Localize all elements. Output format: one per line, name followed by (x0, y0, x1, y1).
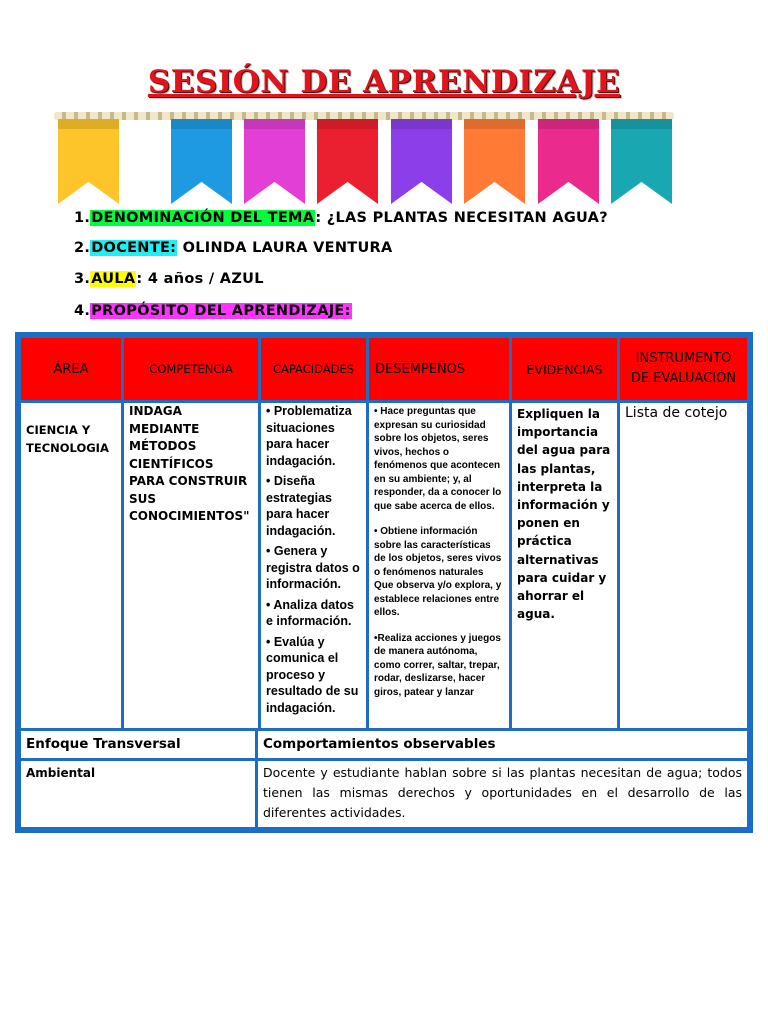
cell-evidencias: Expliquen la importancia del agua para las plantas, interpreta la información y ponen en práctica alternativas para cuidar y ahorrar el agua. (509, 400, 620, 731)
flag-orange (464, 119, 525, 204)
info-separator: : (136, 271, 143, 287)
cell-competencia: INDAGA MEDIANTE MÉTODOS CIENTÍFICOS PARA CONSTRUIR SUS CONOCIMIENTOS" (121, 400, 261, 731)
info-label-proposito: PROPÓSITO DEL APRENDIZAJE: (91, 303, 351, 319)
capacidad-item: • Evalúa y comunica el proceso y resultado de su indagación. (266, 634, 359, 715)
info-value-aula: 4 años / AZUL (142, 271, 264, 287)
flag-yellow (58, 119, 119, 204)
label-enfoque-transversal: Enfoque Transversal (18, 728, 258, 761)
flag-magenta (538, 119, 599, 204)
capacidad-item: • Problematiza situaciones para hacer indagación. (266, 404, 352, 468)
flag-blue (171, 119, 232, 204)
info-number: 2. (74, 240, 91, 256)
info-label-denominacion: DENOMINACIÓN DEL TEMA (91, 210, 315, 226)
header-area: ÁREA (18, 335, 124, 403)
cell-enfoque-value: Ambiental (18, 758, 258, 830)
desempeno-item: • Hace preguntas que expresan su curiosidad sobre los objetos, seres vivos, hechos o fenómenos que acontecen en su ambiente; y, al responder, da a conocer lo que sabe acerca de ellos. (374, 406, 502, 512)
info-number: 3. (74, 271, 91, 287)
info-separator: : (315, 210, 322, 226)
flag-garland (54, 112, 674, 202)
cell-comportamiento-value: Docente y estudiante hablan sobre si las plantas necesitan de agua; todos tienen las mismas derechos y oportunidades en el desarrollo de las diferentes actividades. (255, 758, 750, 830)
header-capacidades: CAPACIDADES (258, 335, 369, 403)
label-comportamientos: Comportamientos observables (255, 728, 750, 761)
cell-area: CIENCIA Y TECNOLOGIA (18, 400, 124, 731)
info-value-tema: ¿LAS PLANTAS NECESITAN AGUA? (321, 210, 608, 226)
cell-capacidades (258, 400, 369, 731)
flag-pink (244, 119, 305, 204)
header-instrumento: INSTRUMENTO DE EVALUACIÓN (617, 335, 750, 403)
cell-desempenos (366, 400, 512, 731)
flag-purple (391, 119, 452, 204)
info-proposito (74, 303, 352, 319)
info-denominacion (74, 210, 608, 226)
header-competencia: COMPETENCIA (121, 335, 261, 403)
flag-red (317, 119, 378, 204)
flag-teal (611, 119, 672, 204)
capacidad-item: • Diseña estrategias para hacer indagación. (266, 474, 336, 538)
info-number: 1. (74, 210, 91, 226)
capacidad-item: • Genera y registra datos o información. (266, 544, 360, 591)
info-aula (74, 271, 264, 287)
desempeno-item: • Obtiene información sobre las características de los objetos, seres vivos o fenómenos naturales Que observa y/o explora, y establece relaciones entre ellos. (374, 526, 502, 618)
capacidad-item: • Analiza datos e información. (266, 597, 354, 628)
cell-instrumento: Lista de cotejo (617, 400, 750, 731)
info-label-aula: AULA (91, 271, 136, 287)
page-title: SESIÓN DE APRENDIZAJE (147, 64, 621, 100)
header-evidencias: EVIDENCIAS (509, 335, 620, 403)
learning-table (15, 332, 753, 833)
info-docente (74, 240, 393, 256)
desempeno-item: •Realiza acciones y juegos de manera autónoma, como correr, saltar, trepar, rodar, deslizarse, hacer giros, patear y lanzar (374, 632, 501, 698)
info-label-docente: DOCENTE: (91, 240, 177, 256)
info-value-docente: OLINDA LAURA VENTURA (177, 240, 393, 256)
info-number: 4. (74, 303, 91, 319)
header-desempenos: DESEMPEÑOS (366, 335, 512, 403)
garland-rope (54, 112, 674, 120)
